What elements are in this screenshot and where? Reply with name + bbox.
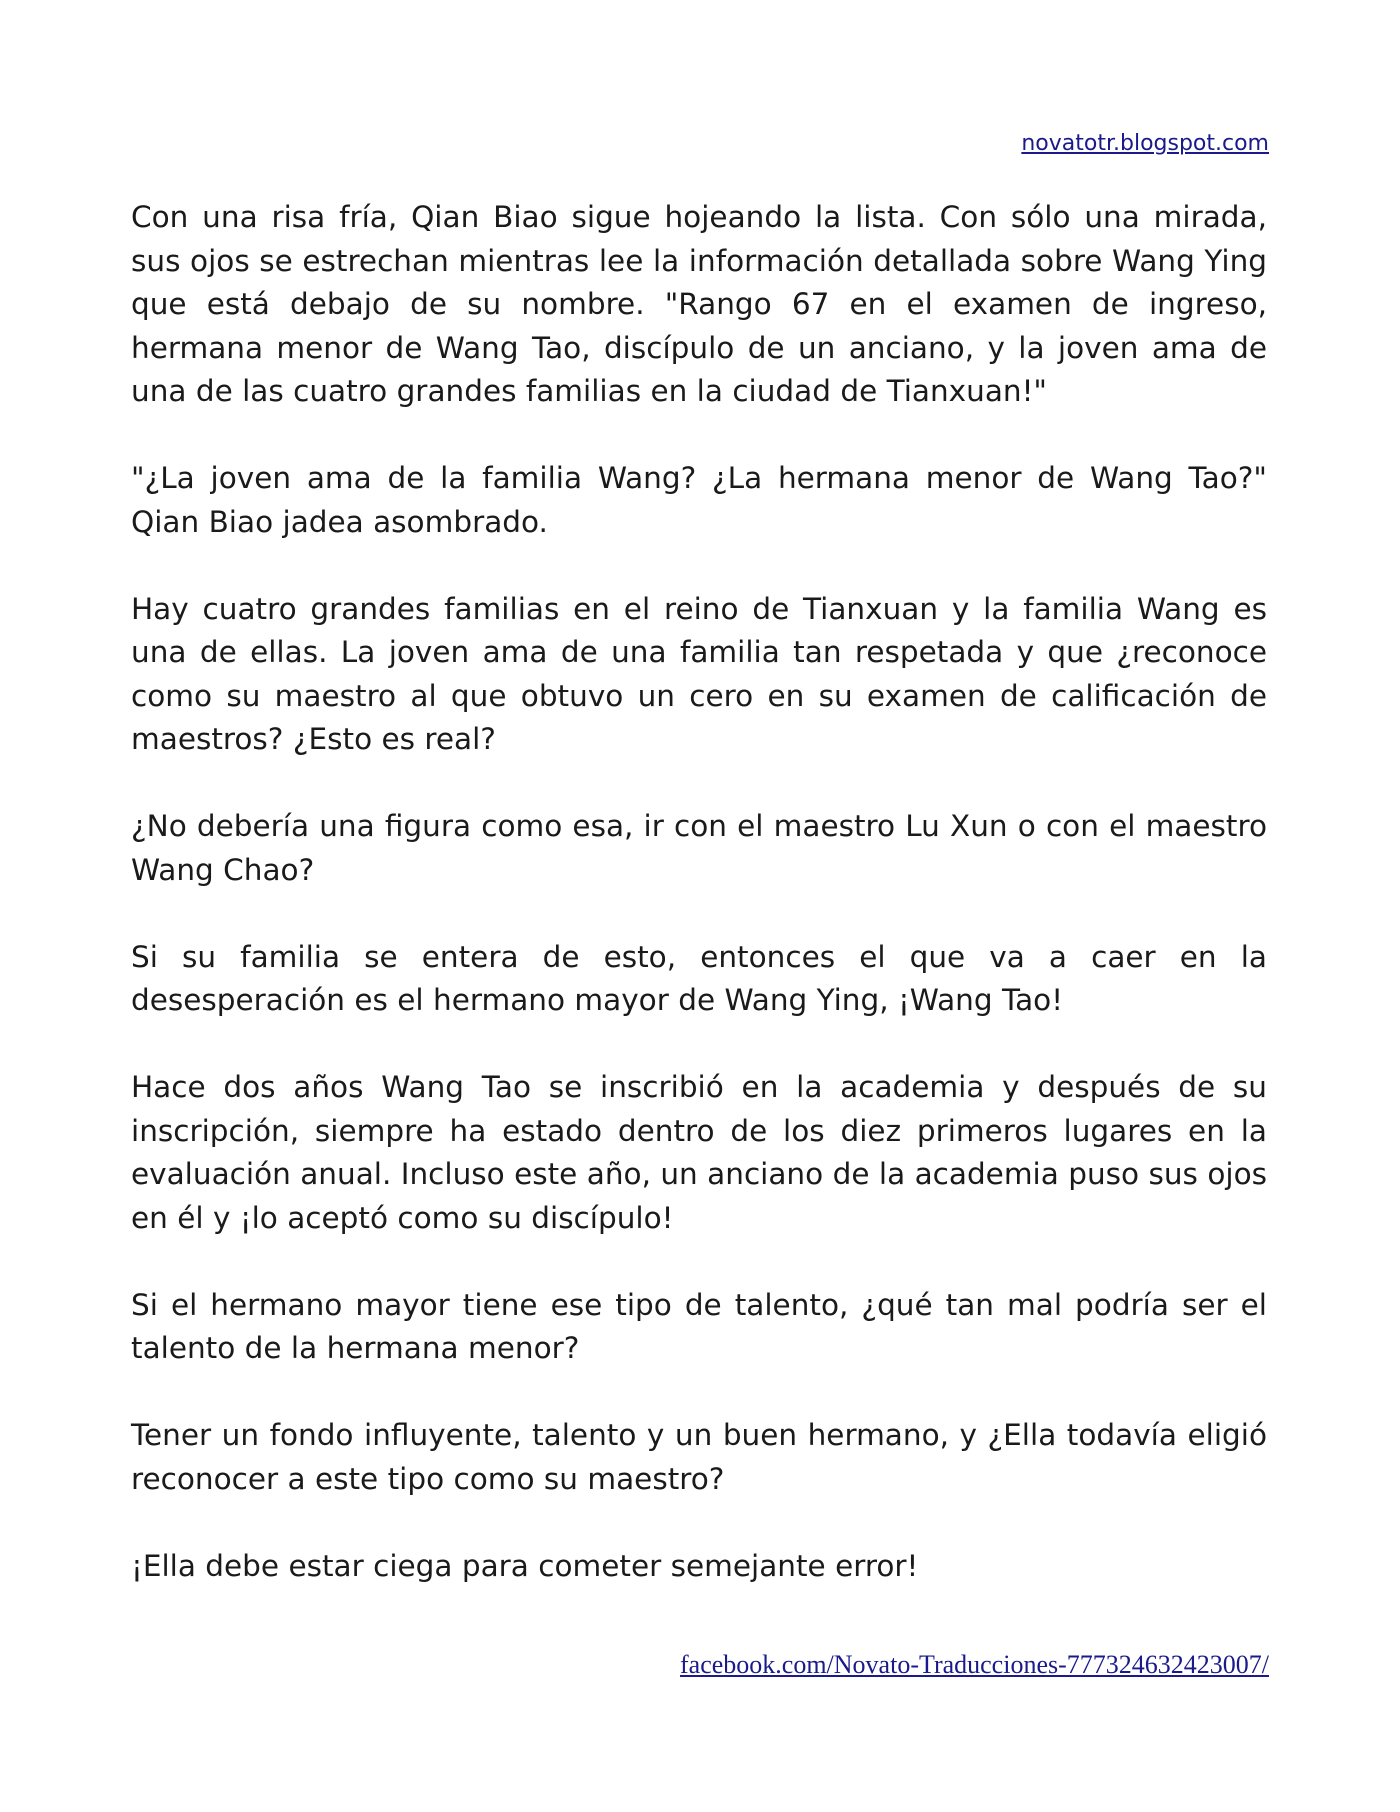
- paragraph-3: Hay cuatro grandes familias en el reino de Tianxuan y la familia Wang es una de ellas. La joven ama de una familia tan respetada y que ¿reconoce como su maestro al que obtuvo un cero en su examen de calificación de maestros? ¿Esto es real?: [131, 591, 1267, 756]
- paragraph-4: ¿No debería una figura como esa, ir con el maestro Lu Xun o con el maestro Wang Chao?: [131, 809, 1267, 887]
- footer-facebook-link[interactable]: facebook.com/Novato-Traducciones-777324632423007/: [680, 1650, 1269, 1679]
- paragraph-5: Si su familia se entera de esto, entonces el que va a caer en la desesperación es el hermano mayor de Wang Ying, ¡Wang Tao!: [131, 939, 1267, 1017]
- paragraph-2: "¿La joven ama de la familia Wang? ¿La hermana menor de Wang Tao?" Qian Biao jadea asombrado.: [131, 461, 1267, 539]
- paragraph-7: Si el hermano mayor tiene ese tipo de talento, ¿qué tan mal podría ser el talento de la hermana menor?: [131, 1287, 1267, 1365]
- paragraph-9: ¡Ella debe estar ciega para cometer semejante error!: [131, 1548, 919, 1583]
- paragraph-6: Hace dos años Wang Tao se inscribió en la academia y después de su inscripción, siempre ha estado dentro de los diez primeros lugares en la evaluación anual. Incluso este año, un anciano de la academia puso sus ojos en él y ¡lo aceptó como su discípulo!: [131, 1070, 1267, 1235]
- paragraph-1: Con una risa fría, Qian Biao sigue hojeando la lista. Con sólo una mirada, sus ojos se estrechan mientras lee la información detallada sobre Wang Ying que está debajo de su nombre. "Rango 67 en el examen de ingreso, hermana menor de Wang Tao, discípulo de un anciano, y la joven ama de una de las cuatro grandes familias en la ciudad de Tianxuan!": [131, 200, 1267, 408]
- document-body: [131, 196, 1267, 1588]
- header-blog-link[interactable]: novatotr.blogspot.com: [1021, 131, 1269, 156]
- paragraph-8: Tener un fondo influyente, talento y un buen hermano, y ¿Ella todavía eligió reconocer a este tipo como su maestro?: [131, 1418, 1267, 1496]
